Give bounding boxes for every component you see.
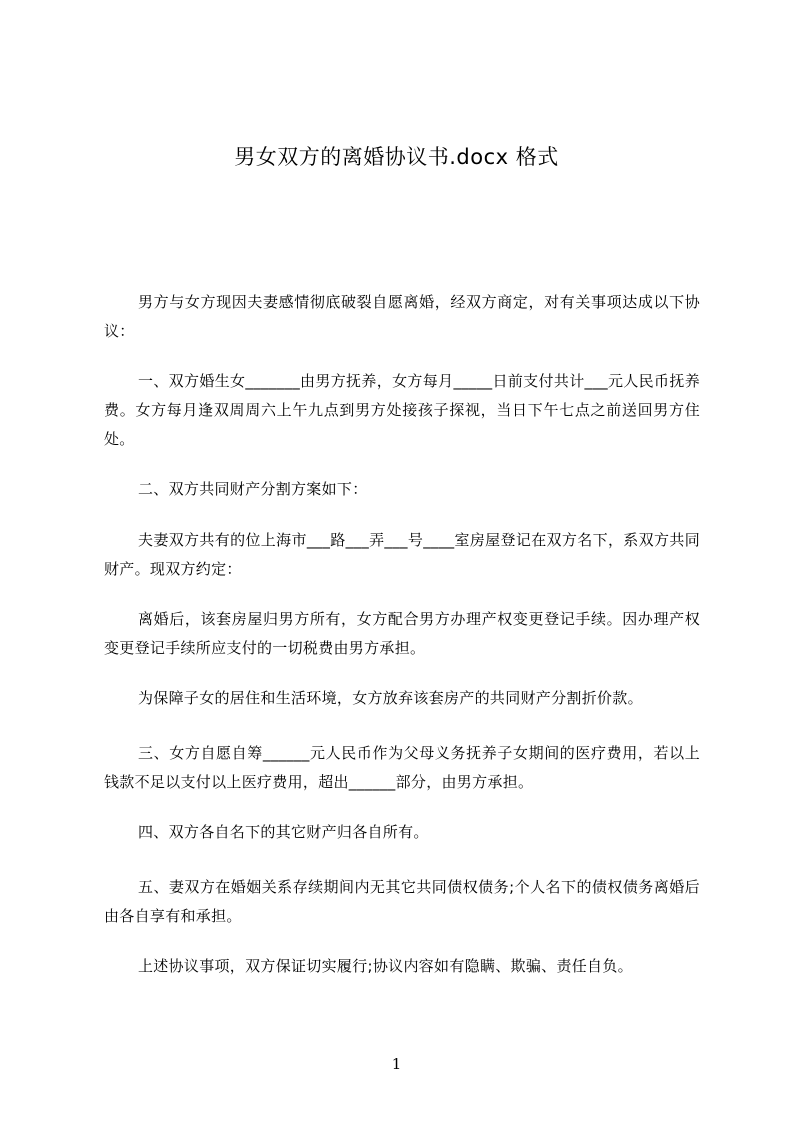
paragraph-waiver: 为保障子女的居住和生活环境，女方放弃该套房产的共同财产分割折价款。 — [138, 689, 643, 707]
paragraph-property-house: 夫妻双方共有的位上海市___路___弄___号____室房屋登记在双方名下，系双方共同财产。现双方约定： — [104, 531, 700, 578]
paragraph-other-property: 四、双方各自名下的其它财产归各自所有。 — [138, 823, 429, 841]
paragraph-house-ownership: 离婚后，该套房屋归男方所有，女方配合男方办理产权变更登记手续。因办理产权变更登记手续所应支付的一切税费由男方承担。 — [104, 610, 700, 657]
paragraph-property-heading: 二、双方共同财产分割方案如下： — [138, 480, 368, 498]
paragraph-medical-costs: 三、女方自愿自筹______元人民币作为父母义务抚养子女期间的医疗费用，若以上钱款不足以支付以上医疗费用，超出______部分，由男方承担。 — [104, 744, 700, 791]
paragraph-child-custody: 一、双方婚生女_______由男方抚养，女方每月_____日前支付共计___元人民币抚养费。女方每月逢双周周六上午九点到男方处接孩子探视，当日下午七点之前送回男方住处。 — [104, 372, 700, 448]
document-title: 男女双方的离婚协议书.docx 格式 — [234, 145, 559, 169]
paragraph-guarantee: 上述协议事项，双方保证切实履行;协议内容如有隐瞒、欺骗、责任自负。 — [138, 957, 633, 975]
page-number: 1 — [391, 1055, 402, 1073]
paragraph-debts: 五、妻双方在婚姻关系存续期间内无其它共同债权债务;个人名下的债权债务离婚后由各自享有和承担。 — [104, 878, 700, 925]
paragraph-intro: 男方与女方现因夫妻感情彻底破裂自愿离婚，经双方商定，对有关事项达成以下协议： — [104, 293, 700, 340]
